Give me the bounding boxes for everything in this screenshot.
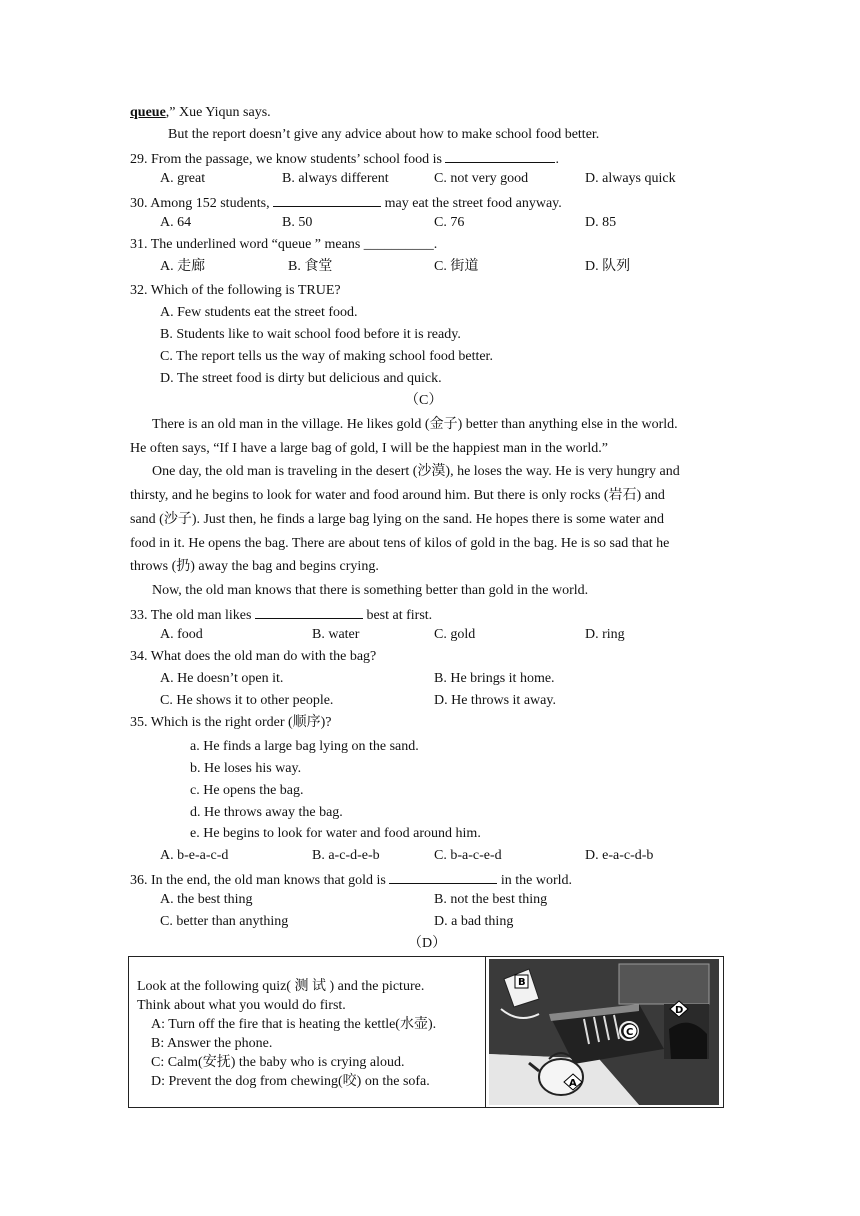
q30-blank bbox=[273, 192, 381, 207]
q33-stem-end: best at first. bbox=[366, 608, 433, 623]
q30-option-d: D. 85 bbox=[585, 215, 617, 230]
queue-sentence bbox=[130, 104, 271, 122]
q36-option-a: A. the best thing bbox=[160, 892, 253, 907]
q33-stem-text: 33. The old man likes bbox=[130, 608, 252, 623]
quiz-line: B: Answer the phone. bbox=[151, 1036, 273, 1051]
q36-stem bbox=[130, 869, 572, 890]
q29-option-d: D. always quick bbox=[585, 171, 676, 186]
section-d-heading: （D） bbox=[408, 936, 447, 951]
q30-stem-text: 30. Among 152 students, bbox=[130, 196, 270, 211]
q35-item-a: a. He finds a large bag lying on the sand. bbox=[190, 739, 419, 754]
q35-option-d: D. e-a-c-d-b bbox=[585, 848, 654, 863]
passage-c-line: One day, the old man is traveling in the desert (沙漠), he loses the way. He is very hungry and bbox=[152, 464, 680, 479]
passage-c-line: He often says, “If I have a large bag of gold, I will be the happiest man in the world.” bbox=[130, 441, 608, 456]
q34-stem: 34. What does the old man do with the bag? bbox=[130, 649, 377, 664]
q35-option-a: A. b-e-a-c-d bbox=[160, 848, 229, 863]
passage-c-line: Now, the old man knows that there is something better than gold in the world. bbox=[152, 583, 589, 598]
quiz-line: A: Turn off the fire that is heating the kettle(水壶). bbox=[151, 1017, 437, 1032]
passage-c-line: There is an old man in the village. He likes gold (金子) better than anything else in the world. bbox=[152, 417, 678, 432]
passage-c-line: throws (扔) away the bag and begins crying. bbox=[130, 559, 379, 574]
q31-option-b: B. 食堂 bbox=[288, 259, 333, 274]
q35-option-c: C. b-a-c-e-d bbox=[434, 848, 502, 863]
passage-c-line: sand (沙子). Just then, he finds a large bag lying on the sand. He hopes there is some water and bbox=[130, 512, 664, 527]
q36-stem-text: 36. In the end, the old man knows that gold is bbox=[130, 873, 386, 888]
q31-option-c: C. 街道 bbox=[434, 259, 479, 274]
q35-item-c: c. He opens the bag. bbox=[190, 783, 304, 798]
q31-option-a: A. 走廊 bbox=[160, 259, 206, 274]
q29-option-b: B. always different bbox=[282, 171, 389, 186]
q32-option-a: A. Few students eat the street food. bbox=[160, 305, 358, 320]
q35-item-d: d. He throws away the bag. bbox=[190, 805, 343, 820]
q31-stem: 31. The underlined word “queue ” means __________. bbox=[130, 237, 438, 252]
q29-stem bbox=[130, 148, 559, 169]
q33-option-c: C. gold bbox=[434, 627, 476, 642]
q31-option-d: D. 队列 bbox=[585, 259, 631, 274]
report-line: But the report doesn’t give any advice about how to make school food better. bbox=[168, 127, 600, 142]
q29-stem-text: 29. From the passage, we know students’ school food is bbox=[130, 152, 442, 167]
q35-item-b: b. He loses his way. bbox=[190, 761, 302, 776]
q32-option-d: D. The street food is dirty but delicious and quick. bbox=[160, 371, 442, 386]
q36-blank bbox=[389, 869, 497, 884]
picture-label-d: D bbox=[675, 1005, 684, 1016]
queue-sentence-rest: ,” Xue Yiqun says. bbox=[165, 105, 271, 120]
q33-stem bbox=[130, 604, 432, 625]
queue-word: queue bbox=[130, 105, 166, 120]
q34-option-a: A. He doesn’t open it. bbox=[160, 671, 284, 686]
q29-option-a: A. great bbox=[160, 171, 206, 186]
passage-c-line: food in it. He opens the bag. There are about tens of kilos of gold in the bag. He is so sad that he bbox=[130, 536, 670, 551]
picture-label-b: B bbox=[518, 977, 526, 988]
q36-option-d: D. a bad thing bbox=[434, 914, 514, 929]
quiz-line: Look at the following quiz( 测 试 ) and the picture. bbox=[137, 979, 425, 994]
q30-option-c: C. 76 bbox=[434, 215, 465, 230]
q36-option-b: B. not the best thing bbox=[434, 892, 548, 907]
q34-option-c: C. He shows it to other people. bbox=[160, 693, 334, 708]
q34-option-b: B. He brings it home. bbox=[434, 671, 555, 686]
passage-c-line: thirsty, and he begins to look for water and food around him. But there is only rocks (岩石) and bbox=[130, 488, 665, 503]
q33-option-b: B. water bbox=[312, 627, 360, 642]
quiz-picture bbox=[489, 959, 719, 1105]
picture-label-a: A bbox=[569, 1078, 577, 1089]
q33-option-a: A. food bbox=[160, 627, 203, 642]
q32-option-b: B. Students like to wait school food before it is ready. bbox=[160, 327, 461, 342]
quiz-box bbox=[128, 956, 724, 1108]
quiz-line: C: Calm(安抚) the baby who is crying aloud. bbox=[151, 1055, 405, 1070]
quiz-line: Think about what you would do first. bbox=[137, 998, 346, 1013]
quiz-line: D: Prevent the dog from chewing(咬) on the sofa. bbox=[151, 1074, 430, 1089]
q32-stem: 32. Which of the following is TRUE? bbox=[130, 283, 341, 298]
q29-stem-end: . bbox=[555, 152, 559, 167]
quiz-text-panel bbox=[129, 957, 486, 1107]
q32-option-c: C. The report tells us the way of making school food better. bbox=[160, 349, 493, 364]
q36-option-c: C. better than anything bbox=[160, 914, 289, 929]
q30-stem-end: may eat the street food anyway. bbox=[384, 196, 562, 211]
q29-blank bbox=[445, 148, 555, 163]
q36-stem-end: in the world. bbox=[500, 873, 573, 888]
q35-item-e: e. He begins to look for water and food around him. bbox=[190, 826, 481, 841]
q30-option-b: B. 50 bbox=[282, 215, 313, 230]
q33-blank bbox=[255, 604, 363, 619]
q35-stem: 35. Which is the right order (顺序)? bbox=[130, 715, 332, 730]
q35-option-b: B. a-c-d-e-b bbox=[312, 848, 380, 863]
section-c-heading: （C） bbox=[405, 393, 443, 408]
q29-option-c: C. not very good bbox=[434, 171, 529, 186]
q34-option-d: D. He throws it away. bbox=[434, 693, 556, 708]
q30-option-a: A. 64 bbox=[160, 215, 192, 230]
q33-option-d: D. ring bbox=[585, 627, 625, 642]
kitchen-scene-illustration bbox=[489, 959, 719, 1105]
picture-label-c: C bbox=[626, 1027, 634, 1038]
q30-stem bbox=[130, 192, 562, 213]
